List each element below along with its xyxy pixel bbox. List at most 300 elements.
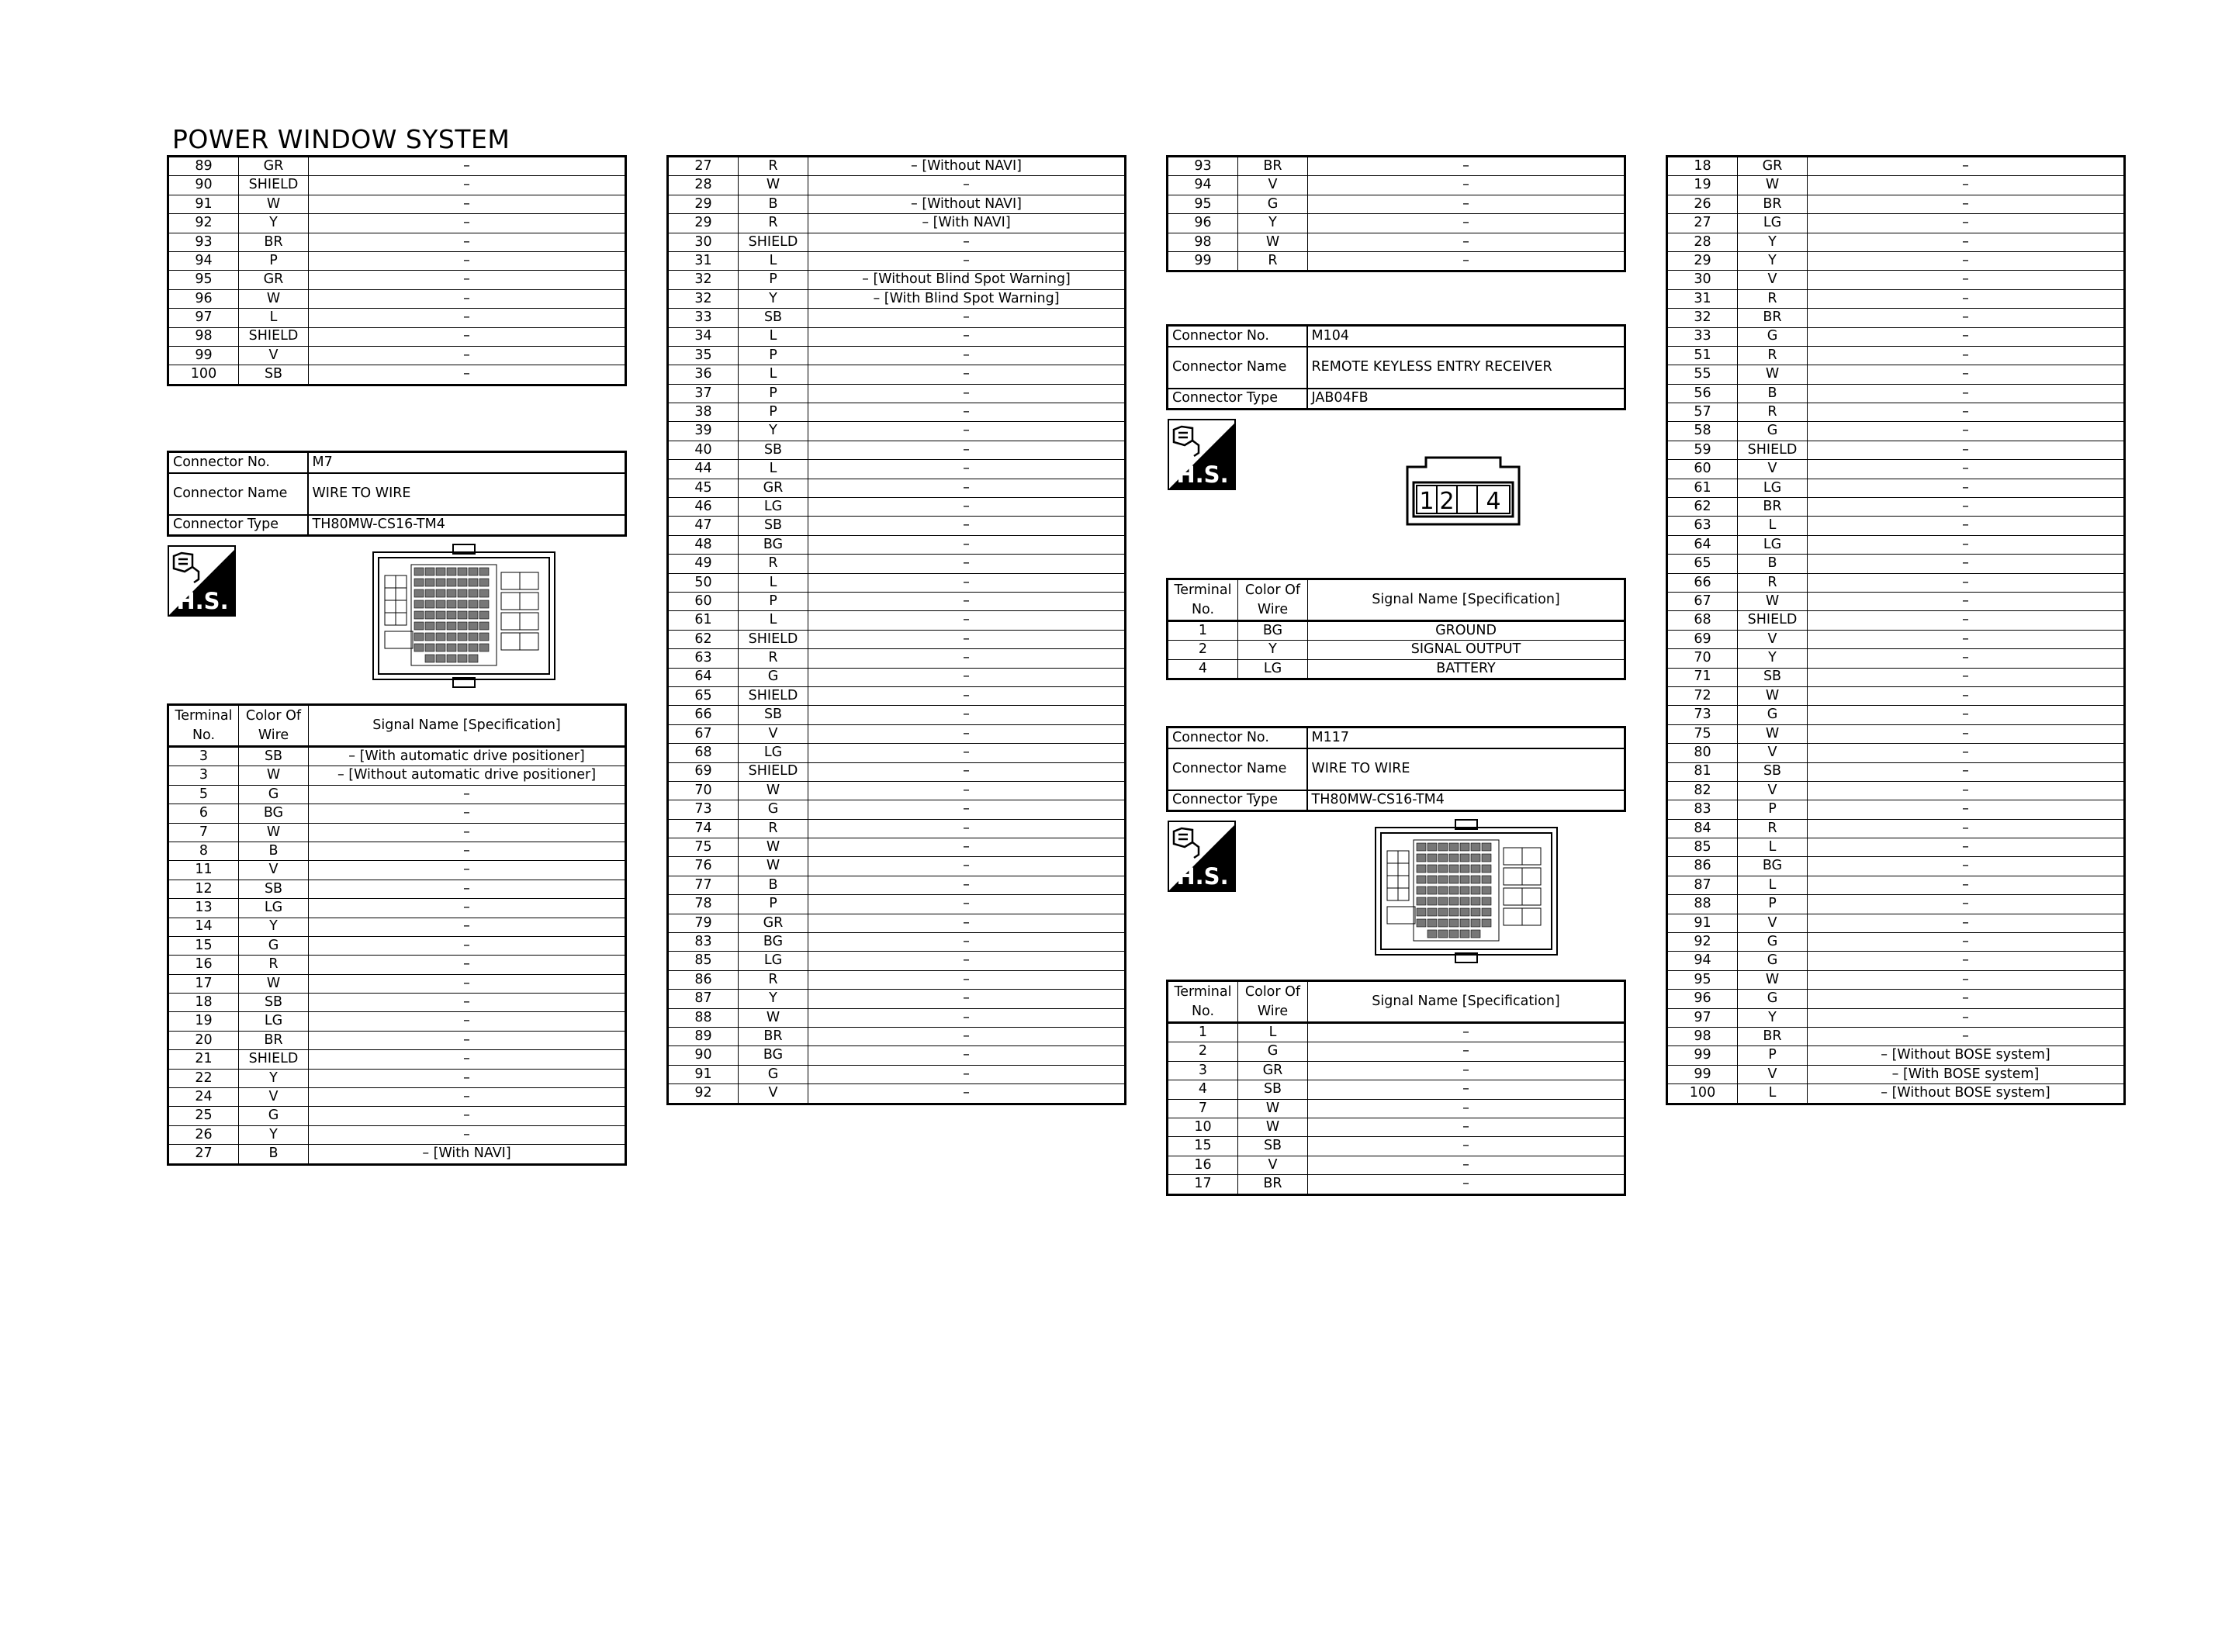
table-row: [1667, 271, 2125, 289]
wire-color-cell: SHIELD: [739, 233, 808, 251]
wire-color-cell: BG: [739, 1046, 808, 1065]
signal-name-cell: –: [1808, 573, 2125, 592]
terminal-no-cell: 50: [668, 573, 739, 592]
terminal-no-cell: 92: [1667, 933, 1738, 952]
signal-name-cell: –: [1308, 214, 1625, 233]
wire-color-cell: W: [739, 1008, 808, 1027]
terminal-no-cell: 3: [1168, 1061, 1238, 1080]
signal-name-cell: –: [1808, 479, 2125, 497]
table-row: [168, 785, 626, 804]
terminal-no-header: Terminal No.: [1168, 579, 1238, 621]
table-row: [1168, 176, 1625, 195]
terminal-no-cell: 66: [1667, 573, 1738, 592]
signal-name-cell: –: [1808, 327, 2125, 346]
terminal-no-cell: 70: [668, 781, 739, 800]
table-row: [1667, 1046, 2125, 1065]
table-row: [668, 724, 1126, 743]
terminal-no-cell: 6: [168, 804, 239, 823]
terminal-no-cell: 24: [168, 1088, 239, 1107]
wire-color-cell: L: [739, 327, 808, 346]
table-row: [168, 1107, 626, 1125]
pin-label: 2: [1439, 488, 1455, 515]
wire-color-cell: LG: [739, 952, 808, 970]
terminal-no-cell: 92: [668, 1084, 739, 1104]
table-row: [668, 1027, 1126, 1045]
signal-name-cell: –: [1808, 914, 2125, 932]
terminal-no-cell: 69: [668, 762, 739, 781]
connector-no-value: M7: [308, 452, 626, 473]
column-3-m117: [1166, 980, 1626, 1196]
table-row: [1667, 990, 2125, 1008]
table-row: [1168, 1042, 1625, 1061]
terminal-no-header: Terminal No.: [168, 705, 239, 747]
wire-color-cell: V: [1738, 1065, 1808, 1083]
terminal-no-cell: 70: [1667, 649, 1738, 668]
wire-color-cell: P: [1738, 895, 1808, 914]
signal-name-cell: –: [1808, 422, 2125, 441]
wire-color-cell: P: [739, 592, 808, 610]
hs-label: H.S.: [176, 588, 229, 614]
connector-name-value: WIRE TO WIRE: [1307, 748, 1625, 790]
terminal-no-cell: 51: [1667, 346, 1738, 365]
signal-name-cell: –: [808, 384, 1126, 403]
wire-color-cell: V: [1738, 460, 1808, 479]
terminal-no-cell: 19: [168, 1012, 239, 1031]
table-row: [668, 365, 1126, 384]
table-row: [1667, 176, 2125, 195]
signal-name-cell: –: [1808, 289, 2125, 308]
terminal-no-cell: 36: [668, 365, 739, 384]
column-3: [1166, 155, 1626, 272]
terminal-no-cell: 99: [1168, 251, 1238, 271]
table-row: [668, 630, 1126, 648]
signal-name-cell: –: [808, 517, 1126, 535]
connector-name-label: Connector Name: [1168, 748, 1307, 790]
wire-color-cell: W: [1738, 365, 1808, 384]
signal-name-cell: –: [808, 724, 1126, 743]
m7-terminal-table: [167, 703, 627, 1166]
signal-name-cell: – [Without BOSE system]: [1808, 1084, 2125, 1104]
terminal-no-cell: 11: [168, 861, 239, 880]
table-row: [168, 157, 626, 176]
table-row: [168, 289, 626, 308]
wire-color-cell: B: [739, 876, 808, 894]
table-row: [668, 706, 1126, 724]
signal-name-cell: –: [309, 346, 626, 365]
signal-name-cell: –: [808, 460, 1126, 479]
wire-color-cell: Y: [239, 918, 309, 936]
signal-name-cell: –: [309, 271, 626, 289]
terminal-no-cell: 33: [1667, 327, 1738, 346]
table-row: [168, 1145, 626, 1164]
wire-color-cell: Y: [1738, 233, 1808, 251]
wire-color-cell: P: [1738, 800, 1808, 819]
signal-name-cell: –: [1808, 970, 2125, 989]
table-row: [668, 781, 1126, 800]
terminal-no-cell: 62: [1667, 498, 1738, 517]
signal-name-cell: –: [1808, 214, 2125, 233]
terminal-no-cell: 4: [1168, 659, 1238, 679]
table-row: [668, 535, 1126, 554]
signal-name-cell: –: [1808, 592, 2125, 610]
terminal-no-cell: 90: [668, 1046, 739, 1065]
terminal-no-cell: 63: [1667, 517, 1738, 535]
terminal-no-cell: 94: [168, 251, 239, 270]
signal-name-cell: –: [808, 498, 1126, 517]
table-row: [168, 233, 626, 251]
wire-color-cell: SB: [739, 309, 808, 327]
table-row: [1667, 706, 2125, 724]
harness-side-icon: [1168, 821, 1236, 892]
table-row: [168, 994, 626, 1012]
table-row: [668, 744, 1126, 762]
wire-color-cell: V: [1738, 271, 1808, 289]
wire-color-cell: Y: [1738, 251, 1808, 270]
table-row: [168, 1050, 626, 1069]
wire-color-cell: SHIELD: [1738, 441, 1808, 459]
terminal-no-cell: 19: [1667, 176, 1738, 195]
wire-color-cell: R: [1738, 289, 1808, 308]
wire-color-cell: SB: [1238, 1137, 1308, 1156]
wire-color-cell: SB: [739, 517, 808, 535]
wire-color-cell: R: [739, 214, 808, 233]
table-row: [1667, 970, 2125, 989]
signal-name-cell: –: [808, 933, 1126, 952]
terminal-no-cell: 97: [1667, 1008, 1738, 1027]
table-row: [1168, 641, 1625, 659]
table-row: [668, 611, 1126, 630]
connector-type-label: Connector Type: [1168, 389, 1307, 410]
table-row: [1667, 649, 2125, 668]
wire-color-cell: P: [239, 251, 309, 270]
table-row: [668, 762, 1126, 781]
terminal-no-cell: 40: [668, 441, 739, 459]
terminal-no-cell: 96: [1168, 214, 1238, 233]
connector-info-m117: [1166, 726, 1626, 812]
signal-name-cell: –: [1808, 762, 2125, 781]
table-row: [668, 498, 1126, 517]
svg-text:H.S.: H.S.: [1176, 863, 1229, 890]
terminal-no-cell: 16: [168, 956, 239, 974]
signal-name-cell: –: [808, 838, 1126, 857]
terminal-no-cell: 25: [168, 1107, 239, 1125]
terminal-no-cell: 71: [1667, 668, 1738, 686]
terminal-no-cell: 76: [668, 857, 739, 876]
signal-name-cell: –: [1808, 555, 2125, 573]
terminal-no-cell: 34: [668, 327, 739, 346]
terminal-no-cell: 75: [1667, 724, 1738, 743]
signal-name-cell: –: [1808, 233, 2125, 251]
terminal-no-cell: 3: [168, 747, 239, 766]
wire-color-cell: R: [1738, 573, 1808, 592]
table-row: [668, 649, 1126, 668]
signal-name-cell: –: [1808, 403, 2125, 422]
terminal-no-cell: 18: [168, 994, 239, 1012]
table-row: [168, 251, 626, 270]
wire-color-cell: L: [739, 573, 808, 592]
column-4: [1666, 155, 2126, 1105]
terminal-no-cell: 28: [1667, 233, 1738, 251]
wire-color-cell: W: [239, 766, 309, 785]
terminal-no-cell: 85: [668, 952, 739, 970]
table-row: [1667, 724, 2125, 743]
signal-name-cell: –: [808, 233, 1126, 251]
terminal-no-cell: 79: [668, 914, 739, 932]
table-row: [1168, 233, 1625, 251]
table-row: [1667, 668, 2125, 686]
wire-color-cell: P: [739, 271, 808, 289]
terminal-no-cell: 1: [1168, 1023, 1238, 1042]
terminal-no-cell: 100: [1667, 1084, 1738, 1104]
table-row: [668, 990, 1126, 1008]
wire-color-cell: BR: [1238, 157, 1308, 176]
terminal-no-cell: 30: [1667, 271, 1738, 289]
terminal-no-cell: 93: [168, 233, 239, 251]
table-row: [1667, 573, 2125, 592]
terminal-no-cell: 85: [1667, 838, 1738, 857]
table-row: [168, 747, 626, 766]
wire-color-cell: G: [239, 936, 309, 955]
signal-name-cell: –: [309, 233, 626, 251]
wire-color-cell: W: [1738, 592, 1808, 610]
table-row: [1168, 195, 1625, 213]
signal-name-cell: –: [1808, 933, 2125, 952]
table-row: [668, 592, 1126, 610]
connector-no-label: Connector No.: [1168, 326, 1307, 347]
signal-name-cell: –: [309, 785, 626, 804]
signal-name-cell: –: [808, 914, 1126, 932]
connector-type-value: TH80MW-CS16-TM4: [308, 515, 626, 536]
signal-name-cell: –: [1808, 176, 2125, 195]
color-of-wire-header: Color Of Wire: [239, 705, 309, 747]
terminal-no-cell: 94: [1667, 952, 1738, 970]
wire-color-cell: R: [739, 157, 808, 176]
column-1: [167, 155, 627, 386]
table-row: [1168, 621, 1625, 641]
connector-name-label: Connector Name: [168, 473, 308, 515]
terminal-no-cell: 83: [668, 933, 739, 952]
terminal-no-cell: 26: [168, 1125, 239, 1144]
signal-name-cell: –: [1808, 195, 2125, 213]
signal-name-cell: –: [1808, 895, 2125, 914]
signal-name-cell: GROUND: [1308, 621, 1625, 641]
signal-name-cell: –: [808, 251, 1126, 270]
signal-name-cell: –: [309, 309, 626, 327]
terminal-no-cell: 7: [1168, 1099, 1238, 1118]
wire-color-cell: BR: [1238, 1175, 1308, 1194]
terminal-no-cell: 92: [168, 214, 239, 233]
terminal-no-cell: 87: [1667, 876, 1738, 894]
terminal-no-cell: 7: [168, 823, 239, 842]
signal-name-cell: –: [1808, 346, 2125, 365]
terminal-no-cell: 75: [668, 838, 739, 857]
table-row: [1667, 819, 2125, 838]
signal-name-cell: –: [1808, 498, 2125, 517]
signal-name-cell: –: [1808, 781, 2125, 800]
column-3-m104: [1166, 578, 1626, 680]
terminal-no-cell: 95: [168, 271, 239, 289]
signal-name-cell: –: [1808, 535, 2125, 554]
signal-name-cell: –: [309, 880, 626, 898]
table-row: [1667, 762, 2125, 781]
wire-color-cell: LG: [1738, 214, 1808, 233]
terminal-no-cell: 57: [1667, 403, 1738, 422]
signal-name-cell: –: [808, 1084, 1126, 1104]
table-row: [1667, 157, 2125, 176]
wire-color-cell: G: [239, 785, 309, 804]
signal-name-cell: –: [309, 365, 626, 385]
table-row: [668, 573, 1126, 592]
wire-color-cell: LG: [739, 498, 808, 517]
table-row: [668, 195, 1126, 213]
terminal-no-cell: 10: [1168, 1118, 1238, 1136]
signal-name-cell: –: [808, 365, 1126, 384]
table-row: [1168, 659, 1625, 679]
terminal-no-cell: 59: [1667, 441, 1738, 459]
terminal-no-cell: 1: [1168, 621, 1238, 641]
wire-color-cell: BR: [239, 1031, 309, 1049]
terminal-no-cell: 99: [168, 346, 239, 365]
wire-table: [1166, 155, 1626, 272]
terminal-no-cell: 17: [168, 974, 239, 993]
terminal-no-cell: 32: [668, 271, 739, 289]
table-row: [1667, 914, 2125, 932]
wire-color-cell: W: [739, 857, 808, 876]
signal-name-cell: – [Without NAVI]: [808, 157, 1126, 176]
table-row: [1667, 479, 2125, 497]
wire-color-cell: LG: [739, 744, 808, 762]
table-row: [668, 838, 1126, 857]
table-row: [168, 918, 626, 936]
terminal-no-cell: 68: [1667, 611, 1738, 630]
terminal-no-cell: 64: [1667, 535, 1738, 554]
table-row: [1667, 1084, 2125, 1104]
signal-name-cell: –: [808, 952, 1126, 970]
terminal-no-cell: 29: [668, 195, 739, 213]
table-row: [1667, 744, 2125, 762]
wire-color-cell: V: [1738, 781, 1808, 800]
table-row: [668, 479, 1126, 497]
wire-table: [167, 155, 627, 386]
signal-name-cell: –: [808, 686, 1126, 705]
table-row: [1667, 498, 2125, 517]
terminal-no-cell: 96: [1667, 990, 1738, 1008]
terminal-no-cell: 99: [1667, 1065, 1738, 1083]
signal-name-cell: – [Without automatic drive positioner]: [309, 766, 626, 785]
terminal-no-cell: 88: [668, 1008, 739, 1027]
terminal-no-cell: 55: [1667, 365, 1738, 384]
table-row: [168, 309, 626, 327]
table-row: [168, 1012, 626, 1031]
table-row: [1667, 535, 2125, 554]
signal-name-cell: –: [1808, 251, 2125, 270]
wire-color-cell: SHIELD: [239, 1050, 309, 1069]
signal-name-cell: –: [808, 479, 1126, 497]
signal-name-cell: –: [1308, 1175, 1625, 1194]
wire-color-cell: P: [739, 384, 808, 403]
signal-name-cell: –: [808, 573, 1126, 592]
table-row: [168, 1069, 626, 1087]
table-row: [668, 876, 1126, 894]
table-row: [668, 460, 1126, 479]
terminal-no-cell: 65: [668, 686, 739, 705]
terminal-no-cell: 62: [668, 630, 739, 648]
signal-name-cell: –: [1808, 706, 2125, 724]
table-row: [1667, 346, 2125, 365]
table-row: [168, 176, 626, 195]
terminal-no-cell: 3: [168, 766, 239, 785]
terminal-no-cell: 58: [1667, 422, 1738, 441]
wire-color-cell: W: [239, 823, 309, 842]
terminal-no-cell: 29: [1667, 251, 1738, 270]
terminal-no-cell: 32: [668, 289, 739, 308]
terminal-no-cell: 63: [668, 649, 739, 668]
terminal-no-cell: 47: [668, 517, 739, 535]
terminal-no-cell: 13: [168, 899, 239, 918]
wire-color-cell: BG: [739, 933, 808, 952]
table-row: [1667, 365, 2125, 384]
terminal-no-cell: 22: [168, 1069, 239, 1087]
terminal-no-cell: 49: [668, 555, 739, 573]
signal-name-cell: – [With BOSE system]: [1808, 1065, 2125, 1083]
wire-color-cell: R: [739, 970, 808, 989]
connector-name-value: WIRE TO WIRE: [308, 473, 626, 515]
wire-table: [666, 155, 1126, 1105]
connector-type-value: JAB04FB: [1307, 389, 1625, 410]
terminal-no-cell: 61: [1667, 479, 1738, 497]
terminal-no-cell: 81: [1667, 762, 1738, 781]
connector-no-label: Connector No.: [1168, 728, 1307, 748]
wire-color-cell: V: [1238, 176, 1308, 195]
wire-color-cell: BR: [739, 1027, 808, 1045]
wire-color-cell: B: [739, 195, 808, 213]
signal-name-cell: –: [309, 1107, 626, 1125]
terminal-no-cell: 5: [168, 785, 239, 804]
wire-color-cell: Y: [1738, 1008, 1808, 1027]
wire-color-cell: SHIELD: [739, 686, 808, 705]
wire-color-cell: BG: [1238, 621, 1308, 641]
wire-color-cell: LG: [239, 899, 309, 918]
wire-color-cell: R: [1738, 403, 1808, 422]
wire-color-cell: V: [739, 1084, 808, 1104]
table-row: [1667, 422, 2125, 441]
terminal-no-header: Terminal No.: [1168, 981, 1238, 1023]
table-row: [168, 956, 626, 974]
signal-name-cell: –: [1808, 384, 2125, 403]
terminal-no-cell: 28: [668, 176, 739, 195]
signal-name-cell: –: [309, 1012, 626, 1031]
table-row: [1168, 1061, 1625, 1080]
signal-name-cell: –: [1308, 1042, 1625, 1061]
wire-color-cell: L: [1738, 876, 1808, 894]
wire-color-cell: Y: [739, 990, 808, 1008]
signal-name-cell: –: [309, 1031, 626, 1049]
signal-name-cell: –: [1308, 1156, 1625, 1174]
wire-color-cell: Y: [1738, 649, 1808, 668]
signal-name-cell: –: [1808, 876, 2125, 894]
wire-color-cell: P: [739, 403, 808, 422]
terminal-no-cell: 14: [168, 918, 239, 936]
table-row: [168, 327, 626, 346]
terminal-no-cell: 90: [168, 176, 239, 195]
table-row: [168, 861, 626, 880]
wire-color-cell: G: [1738, 422, 1808, 441]
wire-color-cell: GR: [239, 157, 309, 176]
wire-color-cell: SB: [239, 880, 309, 898]
wire-color-cell: SB: [1738, 668, 1808, 686]
table-row: [1667, 403, 2125, 422]
terminal-no-cell: 91: [668, 1065, 739, 1083]
